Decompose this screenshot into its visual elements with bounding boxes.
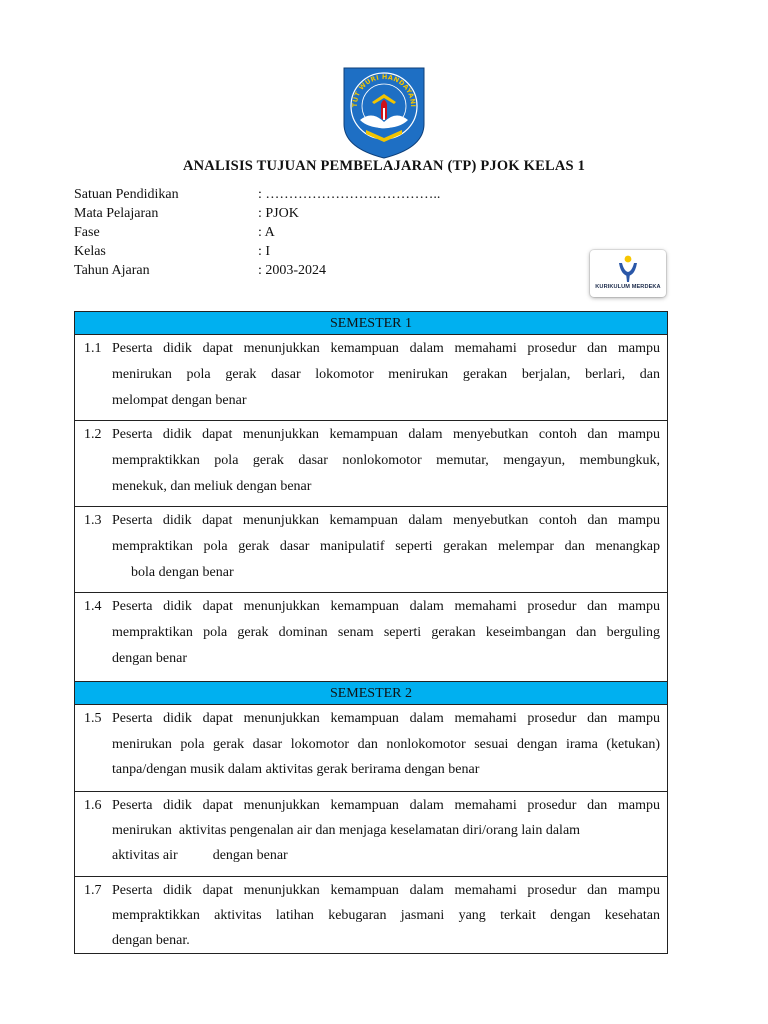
info-label: Tahun Ajaran: [74, 263, 150, 278]
info-label: Kelas: [74, 244, 106, 259]
item-text-line: Peserta didik dapat menunjukkan kemampuan dalam memahami prosedur dan mampu: [112, 341, 660, 356]
info-label: Satuan Pendidikan: [74, 187, 179, 202]
tut-wuri-handayani-emblem-icon: [340, 66, 428, 160]
tp-table: [74, 311, 668, 954]
kurikulum-merdeka-badge: [590, 250, 666, 297]
item-number: 1.7: [84, 883, 102, 898]
info-label: Fase: [74, 225, 100, 240]
item-text-line: Peserta didik dapat menunjukkan kemampuan dalam memahami prosedur dan mampu: [112, 711, 660, 726]
table-row: [75, 705, 667, 792]
item-number: 1.5: [84, 711, 102, 726]
item-text-line: mempraktikan pola gerak dominan senam seperti gerakan keseimbangan dan berguling: [112, 625, 660, 640]
tut-wuri-handayani-logo: [340, 66, 428, 160]
table-row: [75, 792, 667, 877]
info-value: : I: [258, 244, 271, 259]
logo-motto: TUT WURI HANDAYANI: [350, 72, 418, 108]
item-text-line: Peserta didik dapat menunjukkan kemampuan dalam menyebutkan contoh dan mampu: [112, 427, 660, 442]
item-text-line: mempraktikan pola gerak dasar manipulatif seperti gerakan melempar dan menangkap: [112, 539, 660, 554]
info-value: : ………………………………..: [258, 187, 441, 202]
item-text-line: dengan benar: [112, 651, 188, 666]
semester-2-header: SEMESTER 2: [75, 682, 667, 705]
item-text-line: dengan benar.: [112, 933, 190, 948]
info-value: : A: [258, 225, 275, 240]
item-text-line: tanpa/dengan musik dalam aktivitas gerak berirama dengan benar: [112, 762, 480, 777]
item-text-line: Peserta didik dapat menunjukkan kemampuan dalam memahami prosedur dan mampu: [112, 599, 660, 614]
kurikulum-merdeka-logo-icon: [617, 255, 639, 283]
item-number: 1.1: [84, 341, 102, 356]
table-row: [75, 877, 667, 953]
table-row: [75, 593, 667, 682]
item-text-line: mempraktikkan pola gerak dasar nonlokomotor memutar, mengayun, membungkuk,: [112, 453, 660, 468]
item-text-line: Peserta didik dapat menunjukkan kemampuan dalam menyebutkan contoh dan mampu: [112, 513, 660, 528]
table-row: [75, 507, 667, 593]
item-text-line: melompat dengan benar: [112, 393, 247, 408]
table-row: [75, 335, 667, 421]
info-value: : PJOK: [258, 206, 299, 221]
item-text-line: menirukan aktivitas pengenalan air dan menjaga keselamatan diri/orang lain dalam: [112, 823, 581, 838]
table-row: [75, 421, 667, 507]
item-number: 1.6: [84, 798, 102, 813]
item-number: 1.2: [84, 427, 102, 442]
item-text-line: mempraktikkan aktivitas latihan kebugaran jasmani yang terkait dengan kesehatan: [112, 908, 660, 923]
kurikulum-merdeka-label: KURIKULUM MERDEKA: [595, 284, 661, 290]
info-value: : 2003-2024: [258, 263, 327, 278]
item-text-line: menirukan pola gerak dasar lokomotor dan nonlokomotor sesuai dengan irama (ketukan): [112, 737, 660, 752]
item-text-line: aktivitas air dengan benar: [112, 848, 288, 863]
semester-1-header: SEMESTER 1: [75, 312, 667, 335]
item-number: 1.3: [84, 513, 102, 528]
item-text-line: menirukan pola gerak dasar lokomotor menirukan gerakan berjalan, berlari, dan: [112, 367, 660, 382]
item-text-line: Peserta didik dapat menunjukkan kemampuan dalam memahami prosedur dan mampu: [112, 798, 660, 813]
item-text-line: bola dengan benar: [131, 565, 234, 580]
item-text-line: menekuk, dan meliuk dengan benar: [112, 479, 312, 494]
info-label: Mata Pelajaran: [74, 206, 159, 221]
item-text-line: Peserta didik dapat menunjukkan kemampuan dalam memahami prosedur dan mampu: [112, 883, 660, 898]
document-title: ANALISIS TUJUAN PEMBELAJARAN (TP) PJOK KELAS 1: [182, 158, 586, 174]
item-number: 1.4: [84, 599, 102, 614]
